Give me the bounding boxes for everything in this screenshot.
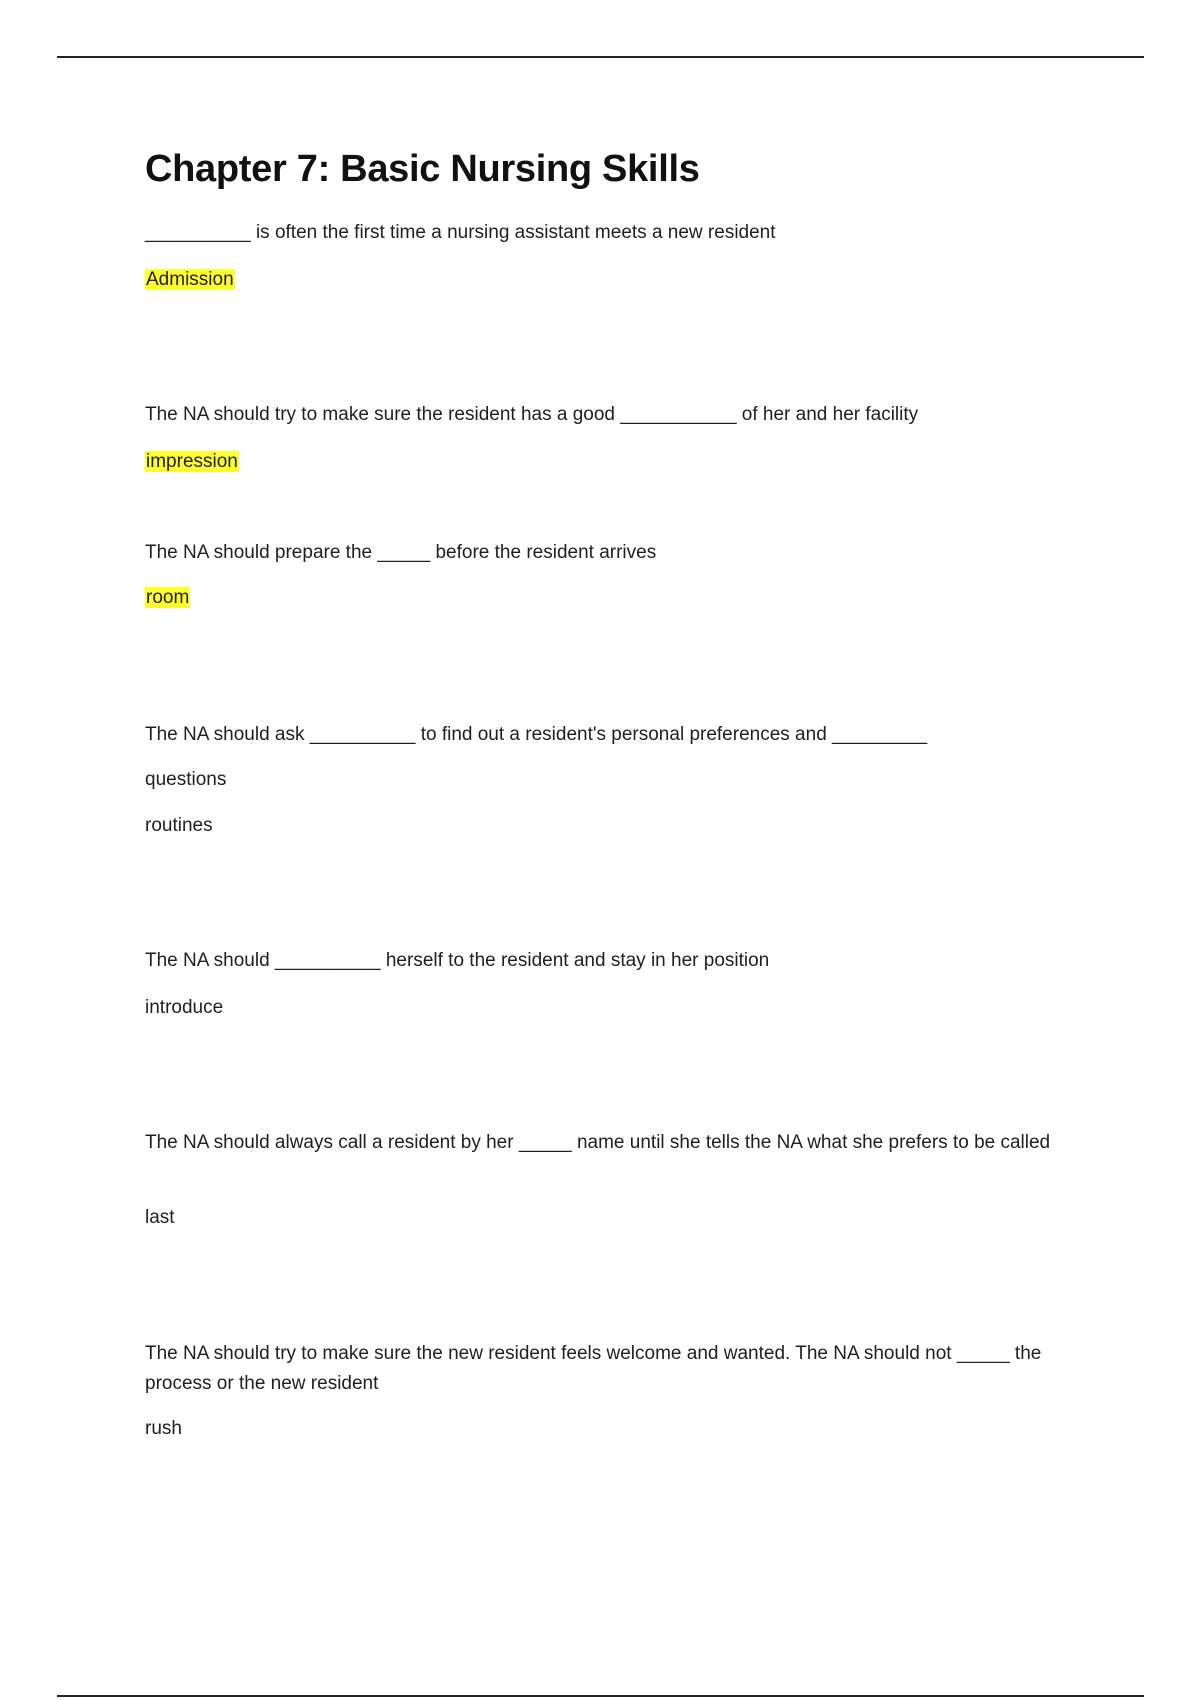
answer-text: last — [145, 1207, 175, 1228]
question-text: The NA should ask __________ to find out a resident's personal preferences and _________ — [145, 724, 928, 745]
answer-text: routines — [145, 815, 213, 836]
answer-text: questions — [145, 769, 227, 790]
question-text: __________ is often the first time a nursing assistant meets a new resident — [145, 222, 776, 243]
question-text: The NA should always call a resident by her _____ name until she tells the NA what she prefers to be called — [145, 1132, 1051, 1153]
question-text: The NA should try to make sure the resident has a good ___________ of her and her facility — [145, 404, 919, 425]
bottom-rule — [57, 1695, 1144, 1697]
answer-highlight: room — [146, 587, 190, 608]
answer-highlight: Admission — [146, 269, 234, 290]
question-text: The NA should prepare the _____ before the resident arrives — [145, 542, 657, 563]
answer-text — [145, 583, 190, 613]
question-text: The NA should try to make sure the new resident feels welcome and wanted. The NA should not _____ the process or the new resident — [145, 1343, 1042, 1394]
top-rule — [57, 56, 1144, 58]
question-text: The NA should __________ herself to the resident and stay in her position — [145, 950, 770, 971]
answer-highlight: impression — [146, 451, 238, 472]
page-title: Chapter 7: Basic Nursing Skills — [145, 148, 700, 190]
answer-text — [145, 447, 239, 477]
answer-text: introduce — [145, 997, 224, 1018]
answer-text: rush — [145, 1418, 182, 1439]
answer-text — [145, 265, 235, 295]
